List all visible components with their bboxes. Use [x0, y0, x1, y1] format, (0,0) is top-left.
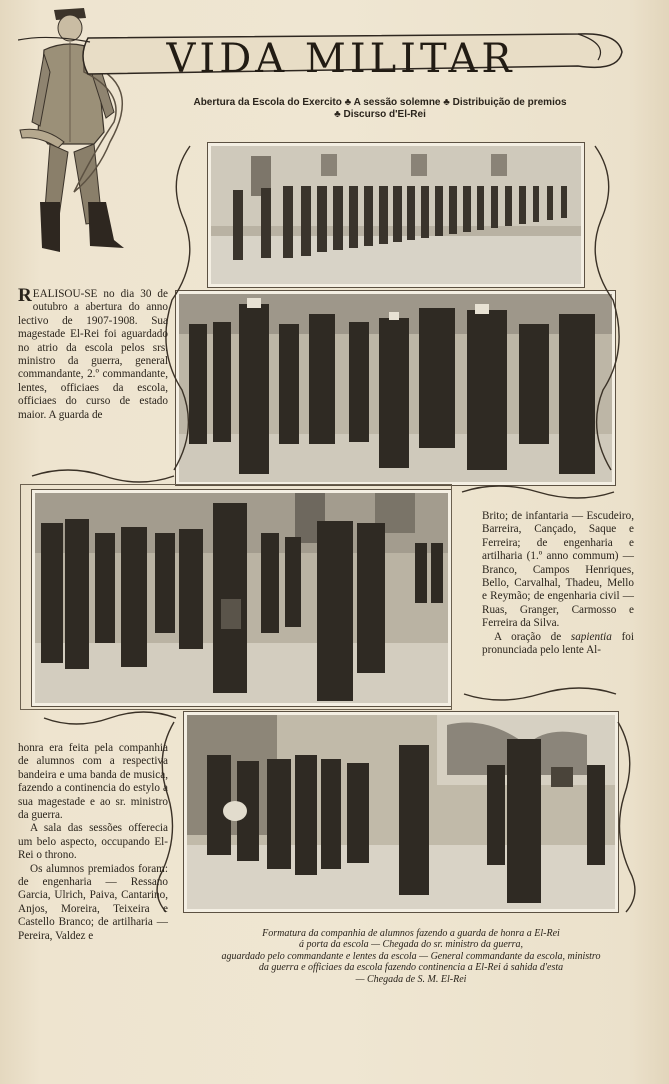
photo-king-arrival — [184, 712, 618, 912]
photo-caption — [186, 928, 636, 985]
article-paragraph-prizes-cont: Brito; de infantaria — Escudeiro, Barreira, Cançado, Saque e Ferreira; de engenharia e artilharia (1.º anno commum) — Branco, Campos Henriques, Bello, Carvalhal, Thadeu, Mello e Reymão; de engenharia civil — Ruas, Granger, Carmosso e Ferreira da Silva. — [482, 510, 634, 630]
subtitle-line-1: Abertura da Escola do Exercito ♣ A sessão solemne ♣ Distribuição de premios — [193, 97, 567, 108]
article-left-top — [18, 285, 168, 422]
article-paragraph-3: A sala das sessões offerecia um belo aspecto, occupando El-Rei o throno. — [18, 822, 168, 862]
caption-line-4: da guerra e officiaes da escola fazendo continencia a El-Rei á sahida d'esta — [258, 962, 564, 974]
photo-group-frame — [20, 484, 452, 710]
ornament-divider-left — [28, 464, 178, 488]
article-left-bottom — [18, 742, 168, 943]
page-title: VIDA MILITAR — [166, 36, 516, 82]
article-paragraph-2: honra era feita pela companhia de alumnos com a respectiva bandeira e uma banda de musica, fazendo a continencia do estylo a sua magestade e ao sr. ministro da guerra. — [18, 742, 168, 822]
caption-line-1: Formatura da companhia de alumnos fazendo a guarda de honra a El-Rei — [262, 928, 560, 939]
drop-cap: R — [18, 285, 32, 306]
article-paragraph-1: EALISOU-SE no dia 30 de outubro a abertura do anno lectivo de 1907-1908. Sua magestade El-Rei foi aguardado no atrio da escola pelos srs. ministro da guerra, general commandante, 2.º commandante, lentes, officiaes da escola, officiaes do curso de estado maior. A guarda de — [18, 288, 168, 421]
subtitle-line-2: ♣ Discurso d'El-Rei — [334, 109, 426, 120]
header-banner — [18, 30, 623, 82]
ornament-right — [585, 140, 625, 480]
ornament-divider-right-low — [460, 682, 620, 706]
ornament-divider-right — [458, 480, 618, 504]
photo-arrival-minister — [176, 291, 615, 485]
article-paragraph-4: Os alumnos premiados foram: de engenharia — Ressano Garcia, Ulrich, Paiva, Cantarino, Anjos, Moreira, Teixeira e Castello Branco; de artilharia — Pereira, Valdez e — [18, 862, 168, 942]
caption-line-2: á porta da escola — Chegada do sr. ministro da guerra, — [298, 939, 524, 951]
article-paragraph-oration: A oração de sapientia foi pronunciada pelo lente Al- — [482, 630, 634, 657]
photo-formation — [208, 143, 584, 287]
ornament-right-lower — [612, 716, 642, 916]
ornament-divider-mid — [40, 706, 180, 730]
caption-line-5: — Chegada de S. M. El-Rei — [355, 973, 467, 985]
article-right-col — [482, 510, 634, 657]
subtitle — [190, 97, 570, 121]
caption-line-3: aguardado pelo commandante e lentes da escola — General commandante da escola, ministro — [221, 950, 601, 962]
